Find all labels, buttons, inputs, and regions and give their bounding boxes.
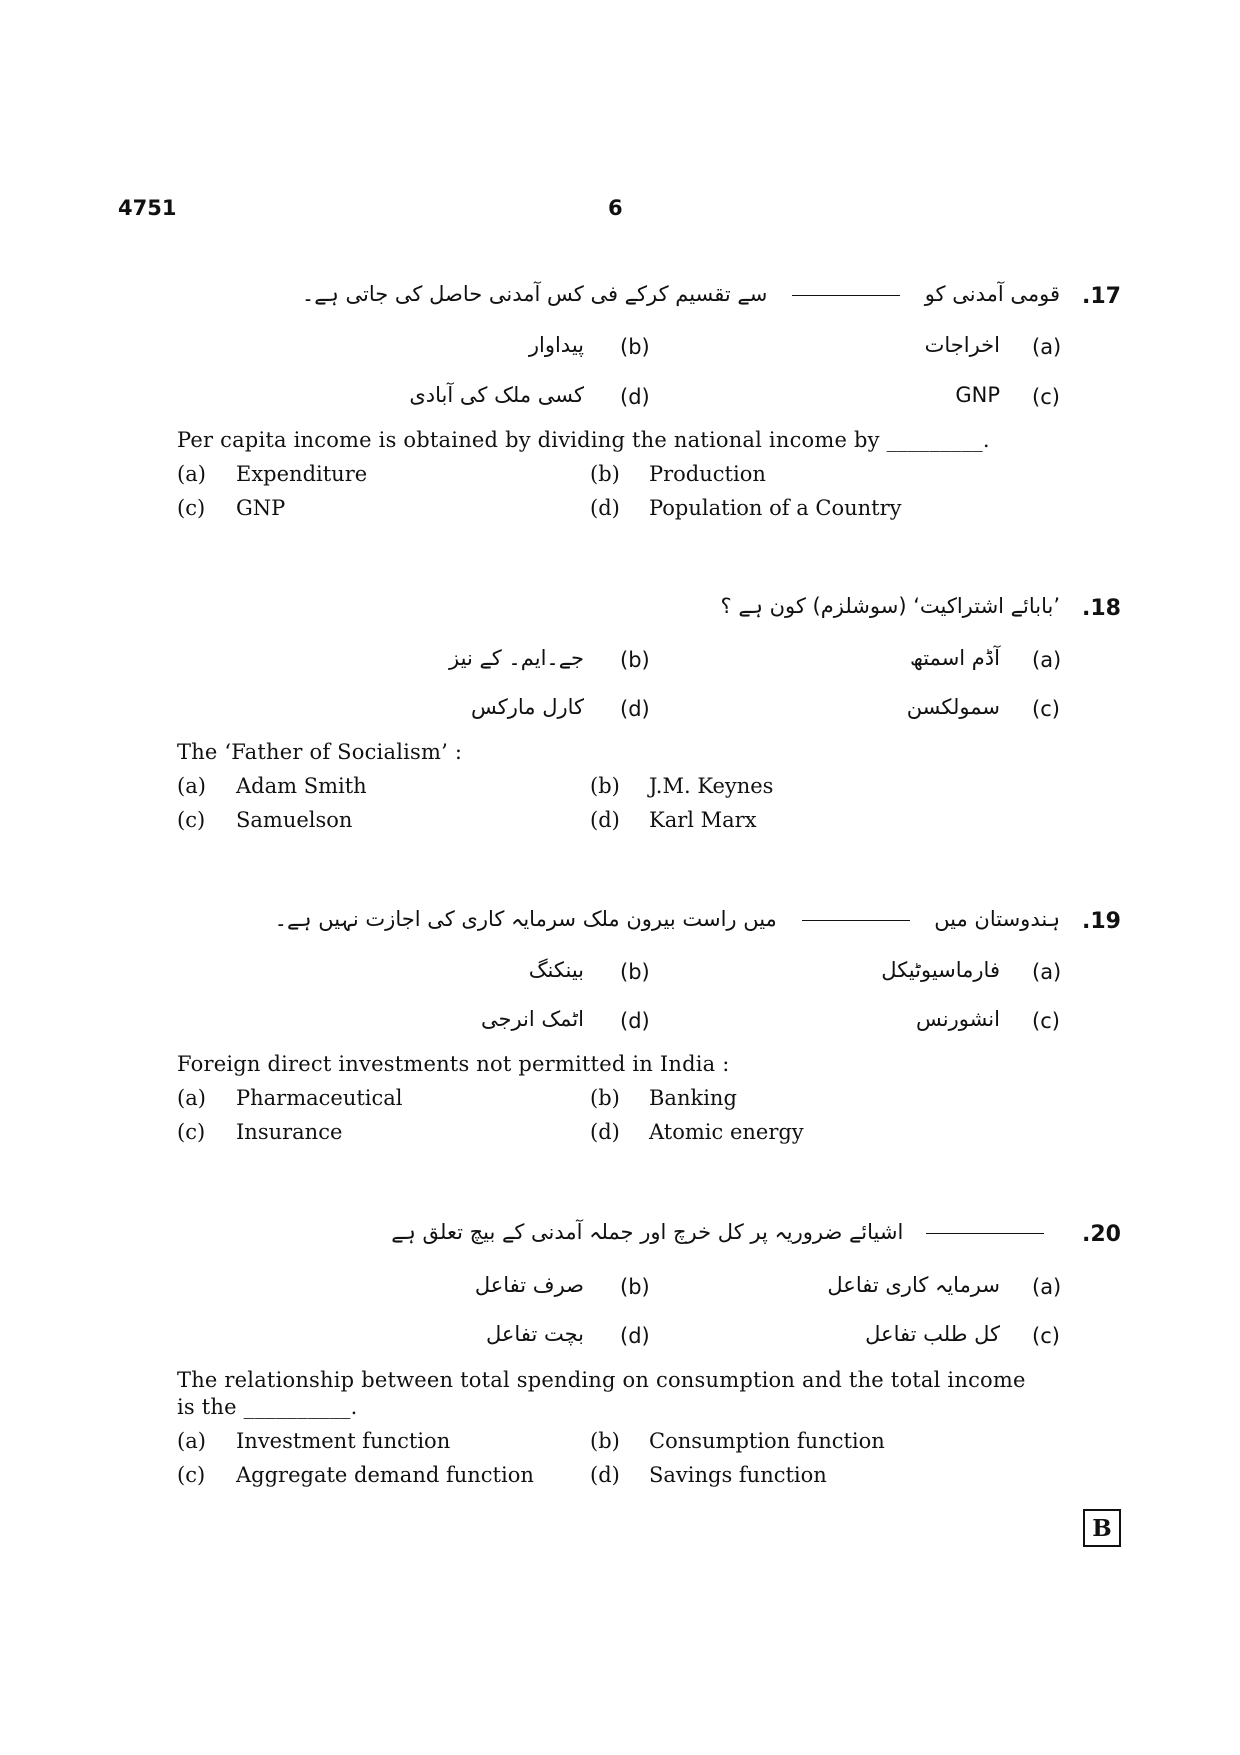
urdu-option-a: اخراجات — [924, 333, 1000, 357]
urdu-option-label-b: (b) — [620, 960, 650, 984]
urdu-option-a: آڈم اسمتھ — [909, 646, 1000, 670]
paper-code: 4751 — [118, 196, 177, 220]
urdu-option-label-c: (c) — [1032, 697, 1060, 721]
urdu-option-label-b: (b) — [620, 648, 650, 672]
option-b: Production — [649, 462, 766, 486]
question-number: .18 — [1082, 596, 1121, 621]
option-a: Adam Smith — [236, 774, 367, 798]
urdu-option-c: GNP — [955, 383, 1000, 407]
urdu-option-label-c: (c) — [1032, 1324, 1060, 1348]
urdu-option-label-c: (c) — [1032, 385, 1060, 409]
option-d: Atomic energy — [649, 1120, 804, 1144]
english-question: Foreign direct investments not permitted in India : — [177, 1052, 730, 1076]
question-number: .17 — [1082, 284, 1121, 309]
option-label-d: (d) — [590, 496, 620, 520]
option-label-a: (a) — [177, 774, 206, 798]
urdu-question: ’بابائے اشتراکیت‘ (سوشلزم) کون ہے ؟ — [720, 594, 1060, 618]
english-question: The relationship between total spending on consumption and the total income — [177, 1368, 1026, 1392]
option-a: Pharmaceutical — [236, 1086, 403, 1110]
english-question: The ‘Father of Socialism’ : — [177, 740, 463, 764]
option-label-a: (a) — [177, 462, 206, 486]
option-b: Banking — [649, 1086, 737, 1110]
urdu-option-a: فارماسیوٹیکل — [881, 958, 1000, 982]
option-label-a: (a) — [177, 1086, 206, 1110]
page-number: 6 — [608, 196, 623, 220]
urdu-option-c: کل طلب تفاعل — [865, 1322, 1000, 1346]
urdu-question — [302, 282, 1060, 306]
urdu-question — [275, 907, 1060, 931]
urdu-option-label-a: (a) — [1032, 960, 1062, 984]
question-number: .20 — [1082, 1222, 1121, 1247]
option-c: Samuelson — [236, 808, 353, 832]
urdu-option-label-a: (a) — [1032, 1275, 1062, 1299]
urdu-question — [391, 1220, 1060, 1244]
option-d: Population of a Country — [649, 496, 902, 520]
urdu-option-label-d: (d) — [620, 1009, 650, 1033]
option-label-d: (d) — [590, 808, 620, 832]
urdu-option-label-a: (a) — [1032, 648, 1062, 672]
option-label-d: (d) — [590, 1120, 620, 1144]
option-c: Insurance — [236, 1120, 343, 1144]
option-label-c: (c) — [177, 496, 206, 520]
english-question-line2: is the __________. — [177, 1395, 358, 1419]
option-label-b: (b) — [590, 1086, 620, 1110]
option-b: Consumption function — [649, 1429, 885, 1453]
option-d: Savings function — [649, 1463, 827, 1487]
urdu-option-b: پیداوار — [528, 333, 584, 357]
option-label-b: (b) — [590, 1429, 620, 1453]
urdu-option-label-d: (d) — [620, 697, 650, 721]
option-label-c: (c) — [177, 1463, 206, 1487]
option-d: Karl Marx — [649, 808, 757, 832]
question-number: .19 — [1082, 909, 1121, 934]
option-label-b: (b) — [590, 462, 620, 486]
urdu-question-part1: اشیائے ضروریہ پر کل خرچ اور جملہ آمدنی کے بیچ تعلق ہے — [391, 1220, 904, 1244]
option-a: Investment function — [236, 1429, 451, 1453]
urdu-option-b: صرف تفاعل — [474, 1273, 584, 1297]
answer-blank — [792, 294, 900, 296]
option-b: J.M. Keynes — [649, 774, 774, 798]
urdu-option-b: جے۔ایم۔ کے نیز — [449, 646, 584, 670]
urdu-option-c: انشورنس — [915, 1007, 1000, 1031]
urdu-option-b: بینکنگ — [528, 958, 584, 982]
urdu-option-a: سرمایہ کاری تفاعل — [827, 1273, 1000, 1297]
urdu-option-d: کارل مارکس — [470, 695, 584, 719]
urdu-option-label-b: (b) — [620, 1275, 650, 1299]
option-label-c: (c) — [177, 808, 206, 832]
urdu-question-part2: سے تقسیم کرکے فی کس آمدنی حاصل کی جاتی ہے۔ — [301, 282, 768, 306]
option-c: Aggregate demand function — [236, 1463, 534, 1487]
set-indicator-box: B — [1083, 1509, 1121, 1547]
urdu-option-label-a: (a) — [1032, 335, 1062, 359]
answer-blank — [802, 919, 910, 921]
urdu-option-d: اٹمک انرجی — [480, 1007, 584, 1031]
option-label-d: (d) — [590, 1463, 620, 1487]
urdu-option-label-b: (b) — [620, 335, 650, 359]
option-a: Expenditure — [236, 462, 368, 486]
answer-blank — [926, 1232, 1044, 1234]
urdu-option-c: سمولکسن — [906, 695, 1000, 719]
urdu-option-label-d: (d) — [620, 1324, 650, 1348]
urdu-option-label-d: (d) — [620, 385, 650, 409]
urdu-option-label-c: (c) — [1032, 1009, 1060, 1033]
urdu-question-part2: میں راست بیرون ملک سرمایہ کاری کی اجازت نہیں ہے۔ — [274, 907, 777, 931]
option-c: GNP — [236, 496, 286, 520]
option-label-c: (c) — [177, 1120, 206, 1144]
option-label-a: (a) — [177, 1429, 206, 1453]
option-label-b: (b) — [590, 774, 620, 798]
urdu-option-d: کسی ملک کی آبادی — [409, 383, 584, 407]
english-question: Per capita income is obtained by dividing the national income by _________. — [177, 428, 990, 452]
urdu-question-part1: قومی آمدنی کو — [924, 282, 1060, 306]
urdu-option-d: بچت تفاعل — [486, 1322, 584, 1346]
urdu-question-part1: ہندوستان میں — [934, 907, 1060, 931]
